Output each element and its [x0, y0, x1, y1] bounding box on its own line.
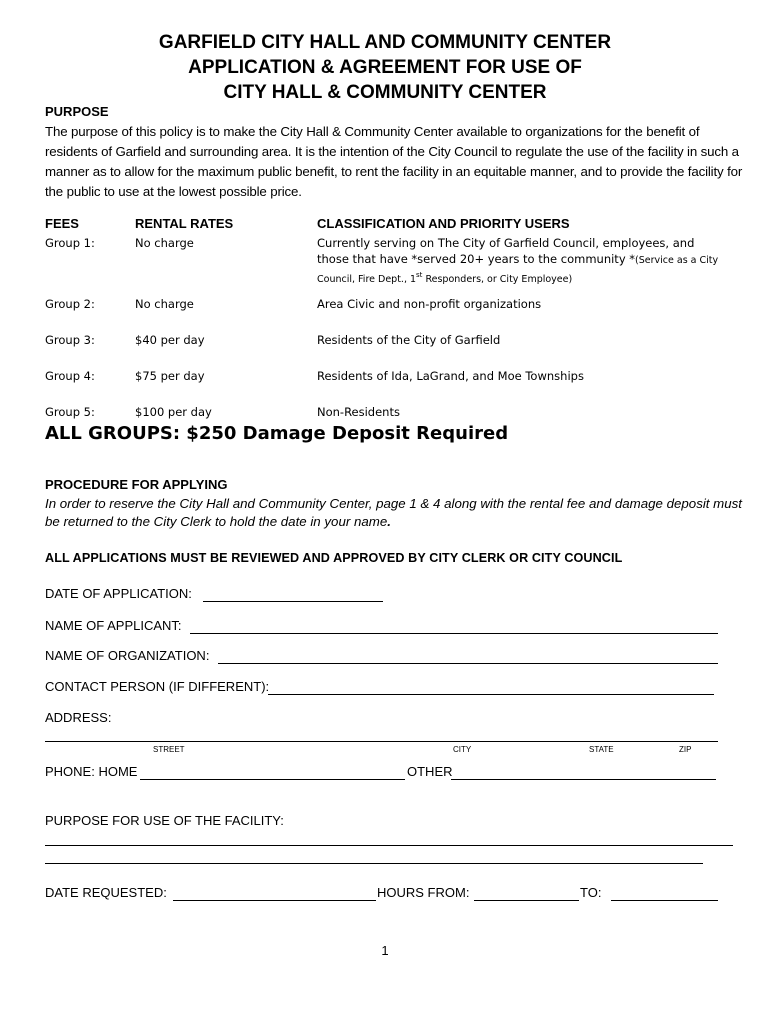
group-3-rate: $40 per day	[135, 333, 205, 347]
name-of-applicant-input[interactable]	[190, 618, 718, 634]
title-line-3: CITY HALL & COMMUNITY CENTER	[223, 82, 547, 103]
group-4-label: Group 4:	[45, 369, 95, 383]
hours-to-input[interactable]	[611, 885, 718, 901]
group-3-users: Residents of the City of Garfield	[317, 333, 501, 347]
name-of-organization-label: NAME OF ORGANIZATION:	[45, 648, 210, 663]
group-1-users-note-sup: st	[416, 271, 423, 279]
rates-column-header: RENTAL RATES	[135, 216, 234, 231]
group-1-users-note-b: Responders, or City Employee)	[422, 273, 573, 285]
group-2-rate: No charge	[135, 297, 194, 311]
review-notice: ALL APPLICATIONS MUST BE REVIEWED AND APPROVED BY CITY CLERK OR CITY COUNCIL	[45, 551, 623, 565]
date-of-application-input[interactable]	[203, 586, 383, 602]
phone-other-label: OTHER	[407, 764, 453, 779]
group-1-users	[317, 236, 727, 287]
procedure-text-end: .	[387, 514, 391, 529]
address-input[interactable]	[45, 726, 718, 742]
group-2-label: Group 2:	[45, 297, 95, 311]
group-5-users: Non-Residents	[317, 405, 400, 419]
name-of-applicant-label: NAME OF APPLICANT:	[45, 618, 182, 633]
classification-column-header: CLASSIFICATION AND PRIORITY USERS	[317, 216, 570, 231]
street-sublabel: STREET	[153, 745, 185, 754]
group-1-label: Group 1:	[45, 236, 95, 250]
phone-home-input[interactable]	[140, 764, 405, 780]
group-1-users-main: Currently serving on The City of Garfield Council, employees, and those that have *served 20+ years to the community *	[317, 236, 695, 266]
purpose-for-use-label: PURPOSE FOR USE OF THE FACILITY:	[45, 813, 284, 828]
title-line-2: APPLICATION & AGREEMENT FOR USE OF	[188, 57, 582, 78]
name-of-organization-input[interactable]	[218, 648, 718, 664]
hours-to-label: TO:	[580, 885, 602, 900]
date-requested-input[interactable]	[173, 885, 376, 901]
purpose-text: The purpose of this policy is to make the City Hall & Community Center available to organizations for the benefit of residents of Garfield and surrounding area. It is the intention of the City Council to regulate the use of the facility in such a manner as to allow for the maximum public benefit, to rent the facility in an equitable manner, and to provide the facility for the public to use at the lowest possible price.	[45, 124, 743, 199]
phone-other-input[interactable]	[451, 764, 716, 780]
address-label: ADDRESS:	[45, 710, 112, 725]
hours-from-input[interactable]	[474, 885, 579, 901]
purpose-for-use-input-line-1[interactable]	[45, 830, 733, 846]
page-number: 1	[381, 943, 389, 958]
group-2-users: Area Civic and non-profit organizations	[317, 297, 542, 311]
purpose-for-use-input-line-2[interactable]	[45, 848, 703, 864]
city-sublabel: CITY	[453, 745, 472, 754]
purpose-heading: PURPOSE	[45, 104, 109, 119]
group-1-rate: No charge	[135, 236, 194, 250]
procedure-heading: PROCEDURE FOR APPLYING	[45, 477, 228, 492]
group-5-label: Group 5:	[45, 405, 95, 419]
date-of-application-label: DATE OF APPLICATION:	[45, 586, 192, 601]
hours-from-label: HOURS FROM:	[377, 885, 470, 900]
damage-deposit-notice: ALL GROUPS: $250 Damage Deposit Required	[45, 423, 509, 444]
group-5-rate: $100 per day	[135, 405, 212, 419]
procedure-text	[45, 495, 745, 531]
phone-home-label: PHONE: HOME	[45, 764, 138, 779]
procedure-text-body: In order to reserve the City Hall and Community Center, page 1 & 4 along with the rental fee and damage deposit must be returned to the City Clerk to hold the date in your name	[45, 496, 742, 529]
fees-column-header: FEES	[45, 216, 79, 231]
contact-person-input[interactable]	[268, 679, 714, 695]
state-sublabel: STATE	[589, 745, 614, 754]
group-3-label: Group 3:	[45, 333, 95, 347]
contact-person-label: CONTACT PERSON (IF DIFFERENT):	[45, 679, 270, 694]
group-1-users-note-a: (Service as a City Council, Fire Dept., 1	[317, 254, 719, 285]
group-4-rate: $75 per day	[135, 369, 205, 383]
zip-sublabel: ZIP	[679, 745, 692, 754]
group-4-users: Residents of Ida, LaGrand, and Moe Townships	[317, 369, 584, 383]
title-line-1: GARFIELD CITY HALL AND COMMUNITY CENTER	[158, 32, 612, 53]
date-requested-label: DATE REQUESTED:	[45, 885, 167, 900]
